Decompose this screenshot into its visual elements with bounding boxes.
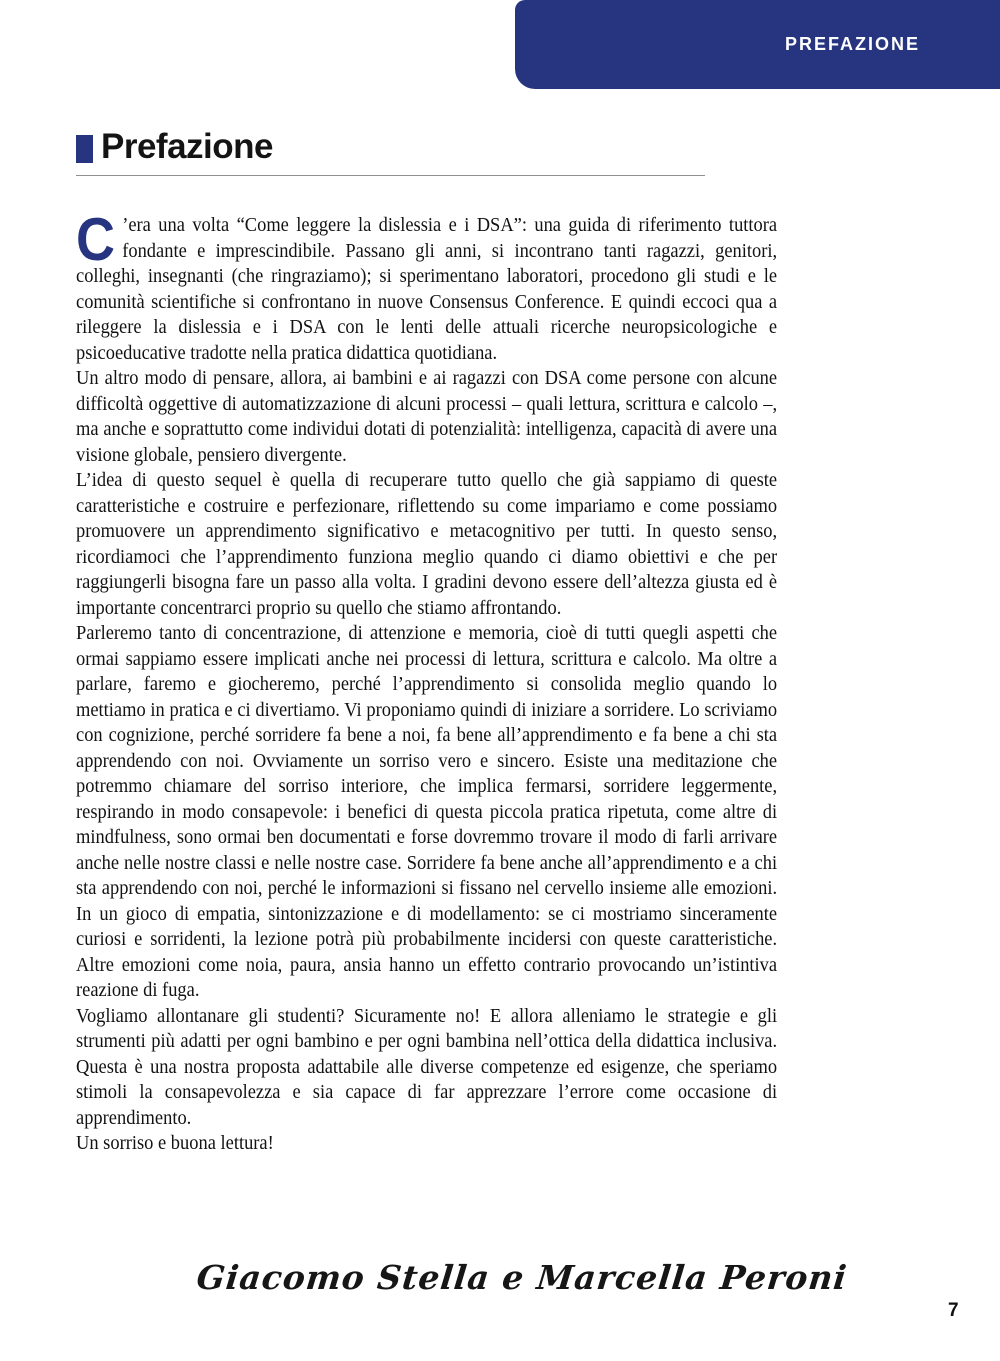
paragraph-4: Parleremo tanto di concentrazione, di attenzione e memoria, cioè di tutti quegli aspetti che ormai sappiamo essere implicati anche nei processi di lettura, scrittura e calcolo. Ma oltre a parlare, faremo e giocheremo, perché l’apprendimento si consolida meglio quando lo mettiamo in pratica e ci divertiamo. Vi proponiamo quindi di iniziare a sorridere. Lo scriviamo con cognizione, perché sorridere fa bene a noi, fa bene all’apprendimento e fa bene a chi sta apprendendo con noi. Ovviamente un sorriso vero e sincero. Esiste una meditazione che potremmo chiamare del sorriso interiore, che implica fermarsi, sorridere leggermente, respirando in modo consapevole: i benefici di questa piccola pratica ripetuta, come altre di mindfulness, sono ormai ben documentati e forse dovremmo trovare il modo di farli arrivare anche nelle nostre classi e nelle nostre case. Sorridere fa bene anche all’apprendimento e a chi sta apprendendo con noi, perché le informazioni si fissano nel cervello insieme alle emozioni. In un gioco di empatia, sintonizzazione e di modellamento: se ci mostriamo sinceramente curiosi e sorridenti, la lezione potrà più probabilmente incidersi con queste caratteristiche. Altre emozioni come noia, paura, ansia hanno un effetto contrario provocando un’istintiva reazione di fuga. bbox=[76, 622, 778, 1001]
preface-body bbox=[76, 206, 778, 1157]
paragraph-3: L’idea di questo sequel è quella di recuperare tutto quello che già sappiamo di queste caratteristiche e costruire e perfezionare, riflettendo su come impariamo e come possiamo promuovere un apprendimento significativo e metacognitivo per tutti. In questo senso, ricordiamoci che l’apprendimento funziona meglio quando ci diamo obiettivi e che per raggiungerli bisogna fare un passo alla volta. I gradini devono essere dell’altezza giusta ed è importante concentrarci proprio su quello che stiamo affrontando. bbox=[76, 469, 778, 619]
title-divider bbox=[76, 175, 705, 176]
running-head: PREFAZIONE bbox=[784, 34, 920, 54]
paragraph-1-text: ’era una volta “Come leggere la dislessia e i DSA”: una guida di riferimento tuttora fondante e imprescindibile. Passano gli anni, si incontrano tanti ragazzi, genitori, colleghi, insegnanti (che ringraziamo); si sperimentano laboratori, procedono gli studi e le comunità scientifiche si confrontano in nuove Consensus Conference. E quindi eccoci qua a rileggere la dislessia e i DSA con le lenti delle attuali ricerche neuropsicologiche e psicoeducative tradotte nella pratica didattica quotidiana. bbox=[76, 214, 778, 364]
paragraph-6: Un sorriso e buona lettura! bbox=[76, 1132, 274, 1154]
page-number: 7 bbox=[948, 1300, 959, 1321]
title-bullet-square bbox=[76, 135, 93, 163]
paragraph-1 bbox=[76, 206, 778, 366]
paragraph-5: Vogliamo allontanare gli studenti? Sicuramente no! E allora alleniamo le strategie e gli strumenti più adatti per ogni bambino e per ogni bambina nell’ottica della didattica inclusiva. Questa è una nostra proposta adattabile alle diverse competenze ed esigenze, che speriamo stimoli la consapevolezza e sia capace di far apprezzare l’errore come occasione di apprendimento. bbox=[76, 1004, 778, 1129]
paragraph-2: Un altro modo di pensare, allora, ai bambini e ai ragazzi con DSA come persone con alcune difficoltà oggettive di automatizzazione di alcuni processi – quali lettura, scrittura e calcolo –, ma anche e soprattutto come individui dotati di potenzialità: intelligenza, capacità di avere una visione globale, pensiero divergente. bbox=[76, 367, 778, 466]
authors-signature: Giacomo Stella e Marcella Peroni bbox=[194, 1258, 850, 1297]
drop-cap: C bbox=[76, 206, 116, 273]
chapter-header-band bbox=[515, 0, 1000, 89]
page-title: Prefazione bbox=[101, 127, 273, 166]
title-row bbox=[76, 127, 273, 166]
